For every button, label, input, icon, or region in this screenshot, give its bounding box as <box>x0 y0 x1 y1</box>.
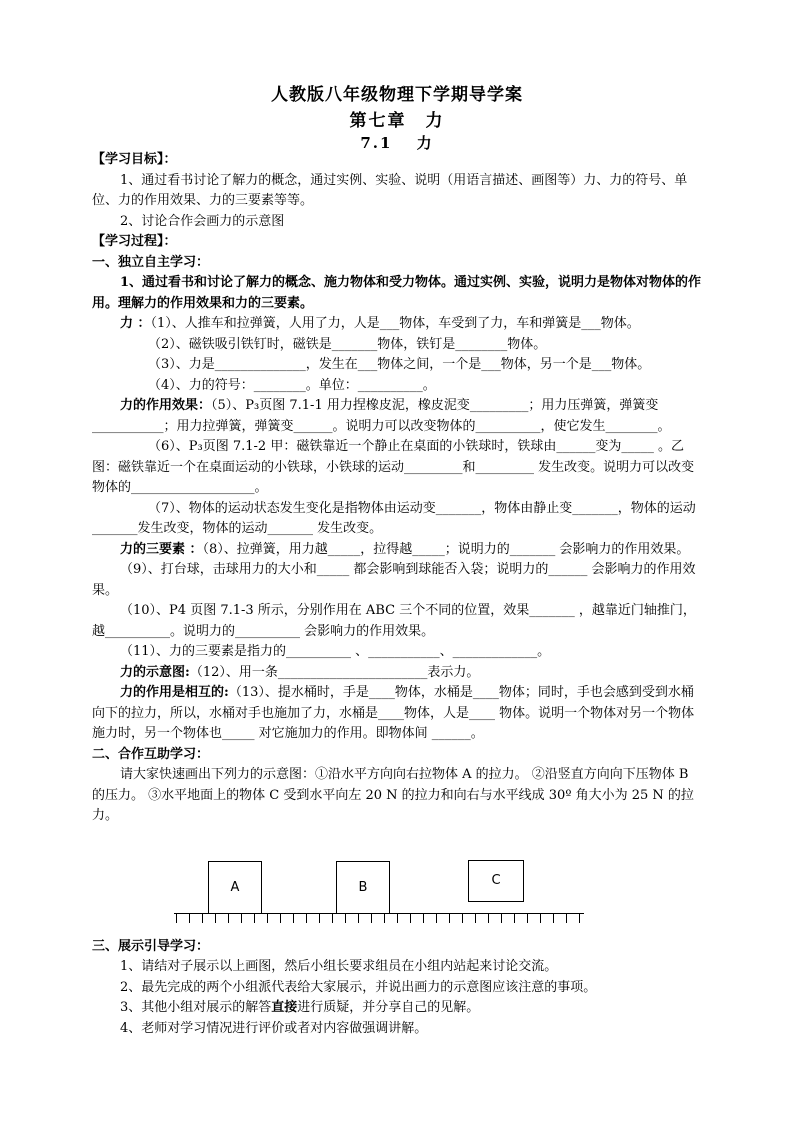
ground-hatch-tick <box>397 914 398 923</box>
ground-hatch-tick <box>579 914 580 923</box>
part3-item-4: 4、老师对学习情况进行评价或者对内容做强调讲解。 <box>120 1020 428 1036</box>
force-question-3: （3）、力是______________，发生在___物体之间，一个是___物体，另一个是___物体。 <box>148 357 651 372</box>
section-title: 7.1 力 <box>360 134 434 152</box>
ground-hatch-tick <box>449 914 450 923</box>
ground-hatch-tick <box>254 914 255 923</box>
goal-item-1: 1、通过看书讨论了解力的概念，通过实例、实验、说明（用语言描述、画图等）力、力的符号、单位、力的作用效果、力的三要素等等。 <box>92 172 688 208</box>
part2-heading: 二、合作互助学习： <box>92 746 210 762</box>
ground-hatch-tick <box>540 914 541 923</box>
mutual-force-question-13 <box>92 683 704 745</box>
ground-hatch-tick <box>306 914 307 923</box>
part3-item-3-c: 进行质疑，并分享自己的见解。 <box>297 1000 480 1015</box>
ground-hatch-tick <box>176 914 177 923</box>
effect-question-5 <box>92 396 704 437</box>
part3-item-3-bold: 直接 <box>271 1000 298 1015</box>
part3-item-3 <box>92 998 704 1019</box>
three-elements-question-11: （11）、力的三要素是指力的__________ 、___________、_____________。 <box>120 644 551 659</box>
force-question-1 <box>92 314 704 335</box>
ground-hatch-tick <box>189 914 190 923</box>
three-elements-label: 力的三要素 ： <box>120 541 203 557</box>
ground-hatch-tick <box>514 914 515 923</box>
document-title: 人教版八年级物理下学期导学案 <box>271 85 523 105</box>
effect-question-7: （7）、物体的运动状态发生变化是指物体由运动变_______，物体由静止变_______，物体的运动 _______发生改变，物体的运动_______ 发生改变。 <box>92 500 696 536</box>
ground-hatch-tick <box>475 914 476 923</box>
effect-label: 力的作用效果： <box>120 398 212 413</box>
mutual-force-label: 力的作用是相互的: <box>120 685 229 700</box>
ground-hatch-tick <box>423 914 424 923</box>
goals-heading: 【学习目标】： <box>92 152 177 167</box>
process-heading: 【学习过程】： <box>92 234 177 249</box>
mutual-force-question-13-text: （13）、提水桶时，手是____物体，水桶是____物体；同时，手也会感到受到水桶向下的拉力，所以，水桶对手也施加了力，水桶是____物体，人是____ 物体。说明一个物体对另一个物体施力时，另一个物体也_____ 对它施加力的作用。即物体间 ______。 <box>92 685 695 741</box>
ground-hatch-tick <box>384 914 385 923</box>
ground-hatch-tick <box>319 914 320 923</box>
part3-item-3-a: 3、其他小组对展示的解答 <box>120 1000 272 1015</box>
ground-hatch-tick <box>202 914 203 923</box>
object-c-box <box>468 860 524 902</box>
chapter-title: 第七章 力 <box>349 111 445 131</box>
force-label: 力 ： <box>120 316 151 331</box>
force-question-4: （4）、力的符号：________。单位：__________。 <box>148 377 436 393</box>
ground-hatch-tick <box>462 914 463 923</box>
part1-intro: 1、通过看书和讨论了解力的概念、施力物体和受力物体。通过实例、实验，说明力是物体对物体的作用。理解力的作用效果和力的三要素。 <box>92 275 702 311</box>
ground-hatch-tick <box>267 914 268 923</box>
object-b-box <box>336 861 390 914</box>
part3-item-1: 1、请结对子展示以上画图，然后小组长要求组员在小组内站起来讨论交流。 <box>120 959 558 974</box>
effect-question-5-text: （5）、P₃页图 7.1-1 用力捏橡皮泥，橡皮泥变_________；用力压弹簧，弹簧变___________；用力拉弹簧，弹簧变______。说明力可以改变物体的__________，使它发生________。 <box>92 398 671 434</box>
ground-hatch-tick <box>241 914 242 923</box>
three-elements-question-8 <box>92 540 704 561</box>
ground-hatch-tick <box>332 914 333 923</box>
part1-heading: 一、独立自主学习： <box>92 254 210 270</box>
three-elements-question-9: （9）、打台球，击球用力的大小和_____ 都会影响到球能否入袋；说明力的______ 会影响力的作用效果。 <box>92 562 696 598</box>
part2-instructions: 请大家快速画出下列力的示意图：①沿水平方向向右拉物体 A 的拉力。 ②沿竖直方向向下压物体 B 的压力。 ③水平地面上的物体 C 受到水平向左 20 N 的拉力和向右与水平线成 30º 角大小为 25 N 的拉力。 <box>92 767 694 823</box>
force-diagram-question-12 <box>92 663 704 684</box>
object-a-box <box>208 861 262 914</box>
ground-hatch-tick <box>566 914 567 923</box>
effect-question-6: （6）、P₃页图 7.1-2 甲：磁铁靠近一个静止在桌面的小铁球时，铁球由______变为_____ 。乙图：磁铁靠近一个在桌面运动的小铁球，小铁球的运动_________和_________ 发生改变。说明力可以改变物体的___________________。 <box>92 439 695 495</box>
ground-hatch-tick <box>501 914 502 923</box>
ground-hatch-tick <box>527 914 528 923</box>
object-c-label: C <box>491 872 501 888</box>
object-b-label: B <box>358 879 368 895</box>
ground-hatch-tick <box>371 914 372 923</box>
ground-hatch-tick <box>410 914 411 923</box>
force-question-1-text: （1）、人推车和拉弹簧，人用了力，人是___物体，车受到了力，车和弹簧是___物体。 <box>150 316 640 331</box>
ground-hatch-tick <box>280 914 281 923</box>
force-diagram-figure <box>92 827 704 937</box>
force-question-2: （2）、磁铁吸引铁钉时，磁铁是_______物体，铁钉是________物体。 <box>148 336 547 352</box>
part3-heading: 三、展示引导学习： <box>92 938 210 954</box>
part3-item-2: 2、最先完成的两个小组派代表给大家展示，并说出画力的示意图应该注意的事项。 <box>120 979 597 995</box>
three-elements-question-8-text: （8）、拉弹簧，用力越_____，拉得越_____；说明力的_______ 会影响力的作用效果。 <box>202 541 690 557</box>
worksheet-content <box>92 150 704 1039</box>
ground-hatch-tick <box>293 914 294 923</box>
ground-hatch-tick <box>436 914 437 923</box>
ground-hatch-tick <box>215 914 216 923</box>
ground-hatch-tick <box>358 914 359 923</box>
ground-hatch-tick <box>488 914 489 923</box>
three-elements-question-10: （10）、P4 页图 7.1-3 所示，分别作用在 ABC 三个不同的位置，效果_______ ，越靠近门轴推门，越__________。说明力的__________ 会影响力的作用效果。 <box>92 603 696 639</box>
ground-hatch-tick <box>345 914 346 923</box>
force-diagram-label: 力的示意图: <box>120 664 190 680</box>
goal-item-2: 2、讨论合作会画力的示意图 <box>120 213 285 229</box>
object-a-label: A <box>230 879 240 895</box>
force-diagram-question-12-text: （12）、用一条_______________________表示力。 <box>189 664 480 680</box>
ground-hatch-tick <box>228 914 229 923</box>
ground-hatch-tick <box>553 914 554 923</box>
